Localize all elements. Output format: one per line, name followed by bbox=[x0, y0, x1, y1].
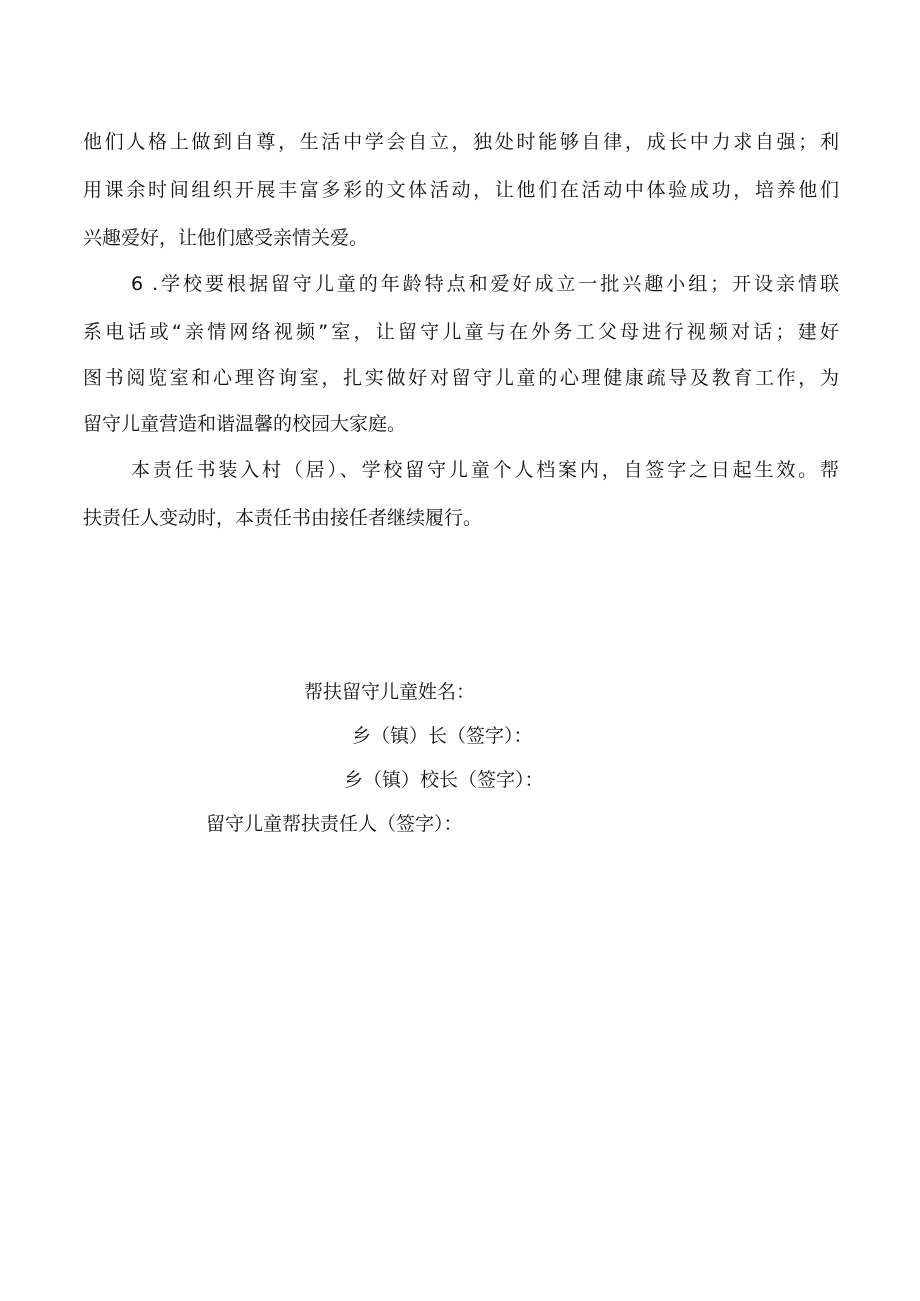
signature-responsible-person-label: 留守儿童帮扶责任人（签字）： bbox=[206, 813, 463, 835]
item-6-line: 6 .学校要根据留守儿童的年龄特点和爱好成立一批兴趣小组；开设亲情联 bbox=[131, 273, 839, 295]
signature-child-name-label: 帮扶留守儿童姓名： bbox=[304, 681, 476, 703]
paragraph-line: 用课余时间组织开展丰富多彩的文体活动，让他们在活动中体验成功，培养他们 bbox=[83, 179, 839, 201]
item-6-line: 留守儿童营造和谐温馨的校园大家庭。 bbox=[83, 413, 407, 435]
signature-principal-label: 乡（镇）校长（签字）： bbox=[344, 769, 544, 791]
closing-line: 扶责任人变动时，本责任书由接任者继续履行。 bbox=[83, 507, 483, 529]
paragraph-line: 兴趣爱好，让他们感受亲情关爱。 bbox=[83, 227, 369, 249]
closing-line: 本责任书装入村（居）、学校留守儿童个人档案内，自签字之日起生效。帮 bbox=[131, 459, 839, 481]
signature-township-head-label: 乡（镇）长（签字）： bbox=[352, 725, 533, 747]
item-6-line: 系电话或“亲情网络视频”室，让留守儿童与在外务工父母进行视频对话；建好 bbox=[83, 321, 839, 343]
paragraph-line: 他们人格上做到自尊，生活中学会自立，独处时能够自律，成长中力求自强；利 bbox=[83, 131, 839, 153]
item-6-line: 图书阅览室和心理咨询室，扎实做好对留守儿童的心理健康疏导及教育工作，为 bbox=[83, 367, 839, 389]
